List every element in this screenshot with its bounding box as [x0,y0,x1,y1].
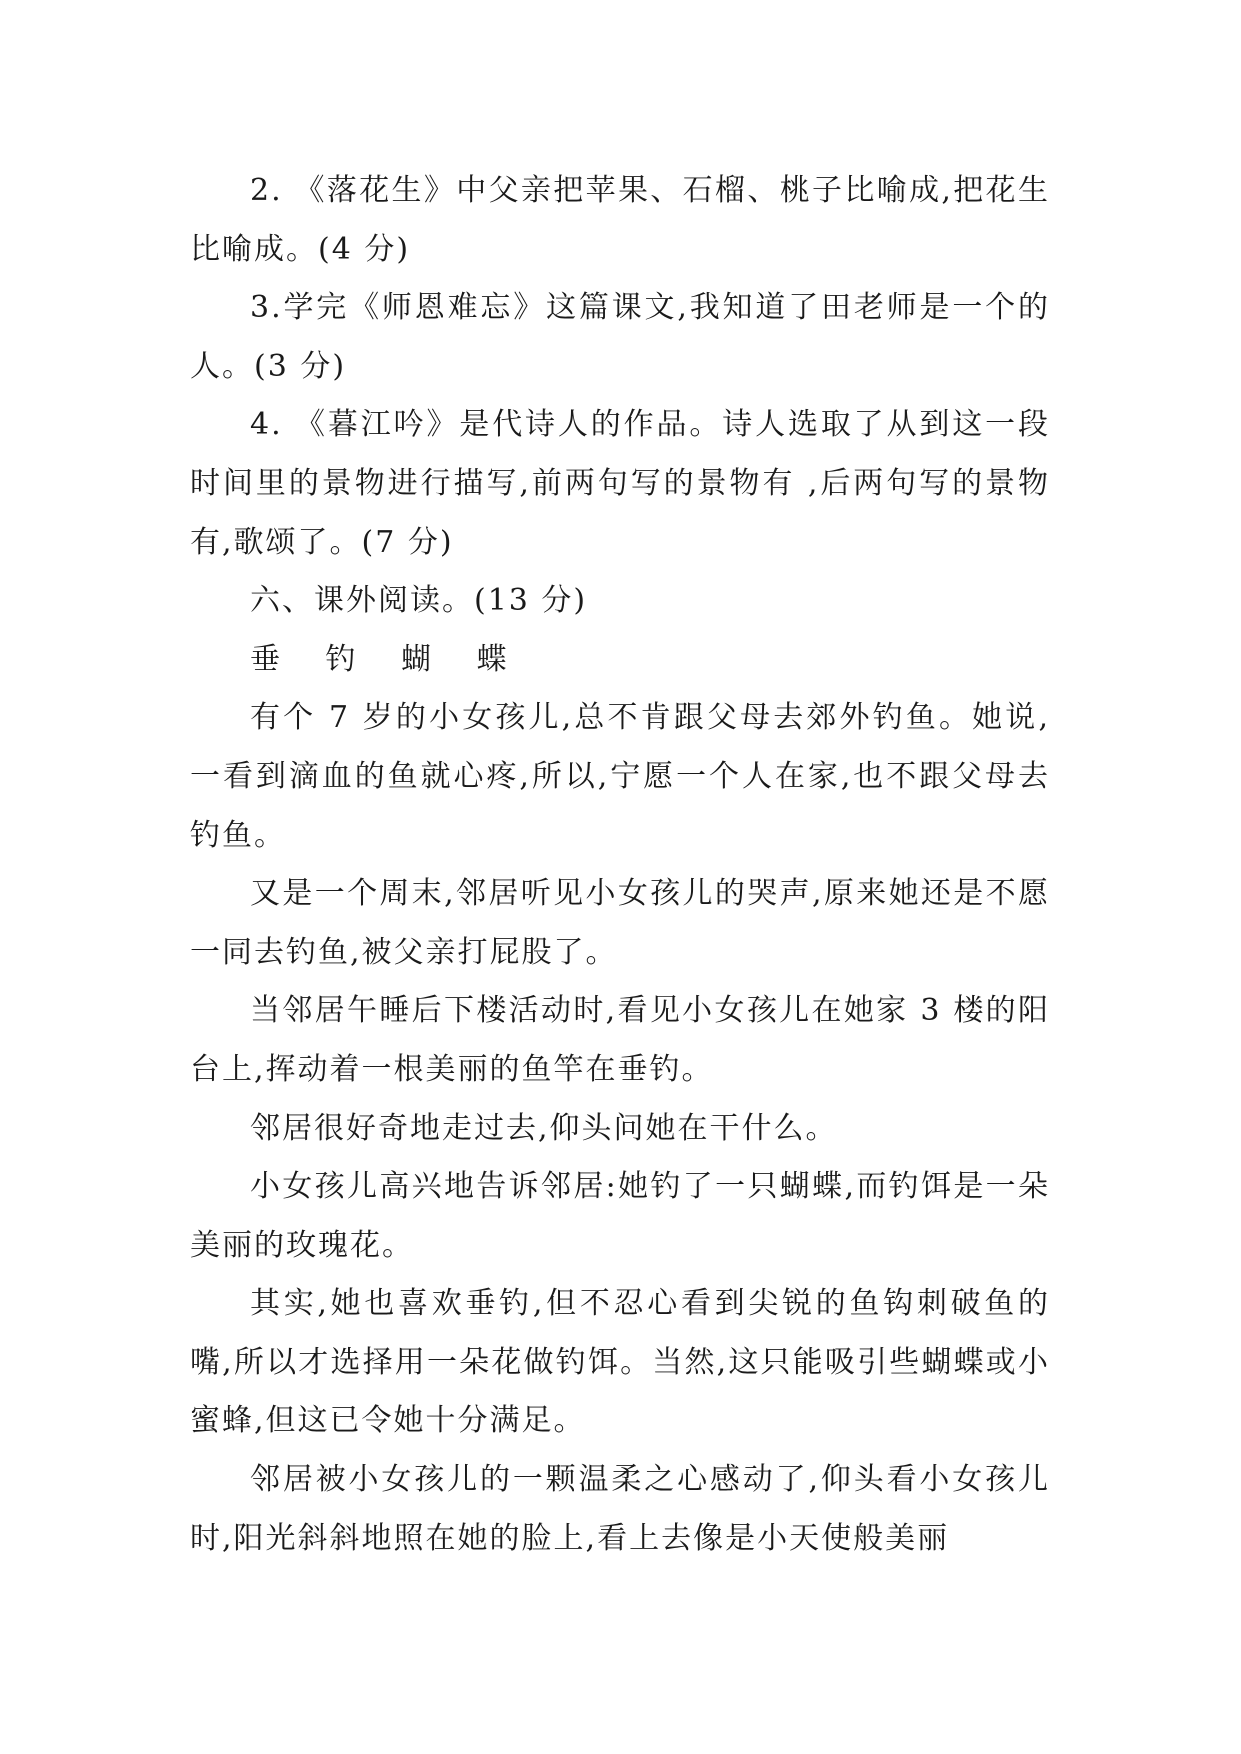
story-paragraph: 邻居很好奇地走过去,仰头问她在干什么。 [250,1110,838,1146]
question-3: 3.学完《师恩难忘》这篇课文,我知道了田老师是一个的人。(3 分) [190,290,1050,384]
story-paragraph: 当邻居午睡后下楼活动时,看见小女孩儿在她家 3 楼的阳台上,挥动着一根美丽的鱼竿在垂钓。 [190,993,1050,1087]
document-body [190,162,1050,1568]
story-title: 垂 钓 蝴 蝶 [250,641,525,677]
story-paragraph: 邻居被小女孩儿的一颗温柔之心感动了,仰头看小女孩儿时,阳光斜斜地照在她的脸上,看上去像是小天使般美丽 [190,1462,1050,1556]
story-paragraph: 有个 7 岁的小女孩儿,总不肯跟父母去郊外钓鱼。她说,一看到滴血的鱼就心疼,所以,宁愿一个人在家,也不跟父母去钓鱼。 [190,700,1050,853]
story-paragraph: 又是一个周末,邻居听见小女孩儿的哭声,原来她还是不愿一同去钓鱼,被父亲打屁股了。 [190,876,1050,970]
story-paragraph: 其实,她也喜欢垂钓,但不忍心看到尖锐的鱼钩刺破鱼的嘴,所以才选择用一朵花做钓饵。当然,这只能吸引些蝴蝶或小蜜蜂,但这已令她十分满足。 [190,1286,1050,1439]
story-paragraph: 小女孩儿高兴地告诉邻居:她钓了一只蝴蝶,而钓饵是一朵美丽的玫瑰花。 [190,1169,1050,1263]
question-4: 4. 《暮江吟》是代诗人的作品。诗人选取了从到这一段时间里的景物进行描写,前两句写的景物有 ,后两句写的景物有,歌颂了。(7 分) [190,407,1050,560]
section-heading-reading: 六、课外阅读。(13 分) [250,583,588,619]
question-2: 2. 《落花生》中父亲把苹果、石榴、桃子比喻成,把花生比喻成。(4 分) [190,173,1050,267]
